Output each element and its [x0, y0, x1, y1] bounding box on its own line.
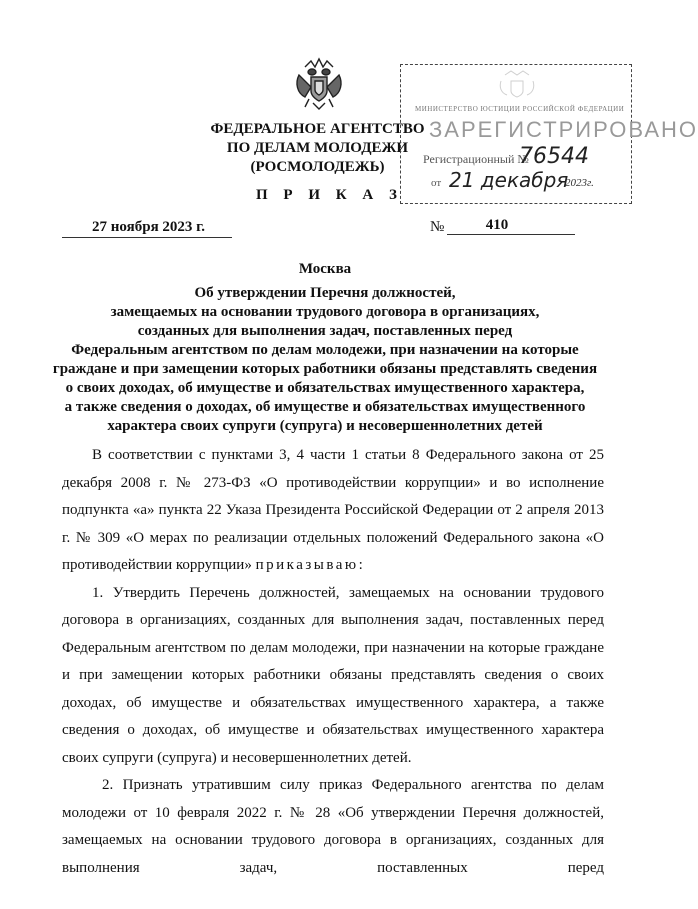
- stamp-date-prefix: от: [431, 177, 442, 189]
- order-body: [62, 442, 604, 882]
- title-line: граждане и при замещении которых работники обязаны представлять сведения: [52, 361, 598, 377]
- stamp-reg-label: Регистрационный №: [423, 152, 529, 166]
- document-type-title: П Р И К А З: [256, 187, 403, 203]
- stamp-registered-text: ЗАРЕГИСТРИРОВАНО: [429, 117, 698, 142]
- agency-name-line3: (РОСМОЛОДЕЖЬ): [250, 159, 385, 175]
- title-line: характера своих супруги (супруга) и несовершеннолетних детей: [107, 418, 543, 434]
- title-line: созданных для выполнения задач, поставленных перед: [137, 323, 513, 339]
- stamp-emblem-icon: [497, 69, 537, 101]
- stamp-year: 2023г.: [565, 177, 594, 189]
- title-line: о своих доходах, об имуществе и обязательствах имущественного характера,: [65, 380, 585, 396]
- stamp-reg-number: 76544: [519, 144, 589, 169]
- agency-name-line1: ФЕДЕРАЛЬНОЕ АГЕНТСТВО: [210, 121, 425, 137]
- order-number-sign: №: [430, 219, 445, 235]
- agency-header: [205, 120, 430, 177]
- order-word: приказываю:: [255, 557, 366, 573]
- title-line: Об утверждении Перечня должностей,: [194, 285, 456, 301]
- item-1-paragraph: 1. Утвердить Перечень должностей, замещаемых на основании трудового договора в организациях, созданных для выполнения задач, поставленных перед Федеральным агентством по делам молодежи, при назначении на которые граждане и при замещении которых работники обязаны представлять сведения о своих доходах, об имуществе и обязательствах имущественного характера, а также сведения о доходах, об имуществе и обязательствах имущественного характера своих супруги (супруга) и несовершеннолетних детей.: [62, 584, 604, 766]
- stamp-ministry-text: МИНИСТЕРСТВО ЮСТИЦИИ РОССИЙСКОЙ ФЕДЕРАЦИИ: [415, 105, 625, 113]
- stamp-date: 21 декабря: [449, 168, 569, 192]
- registration-stamp: [400, 64, 698, 204]
- title-line: Федеральным агентством по делам молодежи, при назначении на которые: [71, 342, 579, 358]
- order-title: [40, 284, 610, 436]
- preamble-paragraph: [62, 442, 604, 580]
- city: Москва: [298, 261, 352, 277]
- item-2-paragraph: 2. Признать утратившим силу приказ Федерального агентства по делам молодежи от 10 февраля 2022 г. № 28 «Об утверждении Перечня должностей, замещаемых на основании трудового договора в организациях, созданных для выполнения задач, поставленных перед: [62, 777, 604, 876]
- agency-name-line2: ПО ДЕЛАМ МОЛОДЕЖИ: [226, 140, 409, 156]
- order-number: 410: [447, 217, 575, 235]
- title-line: а также сведения о доходах, об имуществе и обязательствах имущественного: [64, 399, 586, 415]
- order-date: 27 ноября 2023 г.: [62, 219, 232, 238]
- title-line: замещаемых на основании трудового договора в организациях,: [110, 304, 540, 320]
- preamble-text: В соответствии с пунктами 3, 4 части 1 статьи 8 Федерального закона от 25 декабря 2008 г. № 273-ФЗ «О противодействии коррупции» и во исполнение подпункта «а» пункта 22 Указа Президента Российской Федерации от 2 апреля 2013 г. № 309 «О мерах по реализации отдельных положений Федерального закона «О противодействии коррупции»: [62, 447, 604, 573]
- coat-of-arms-icon: [291, 57, 347, 113]
